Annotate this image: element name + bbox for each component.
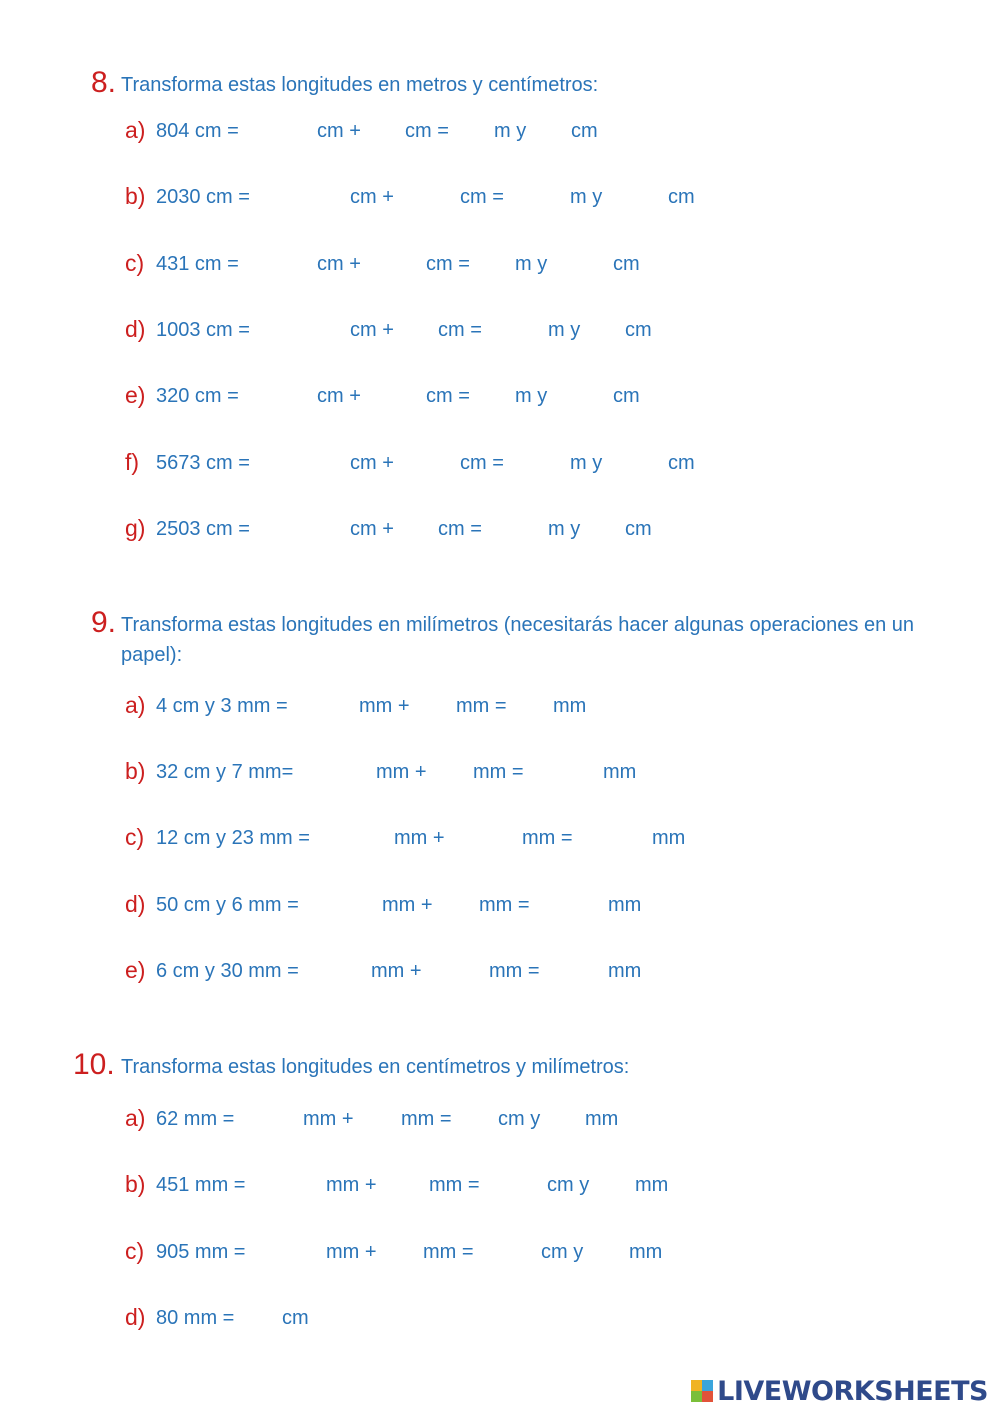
answer-blank[interactable]	[361, 116, 399, 146]
unit-label: cm +	[350, 452, 394, 474]
exercise-item	[0, 248, 1000, 284]
unit-label: cm =	[438, 518, 482, 540]
item-letter: d)	[125, 1304, 146, 1330]
item-prompt: 2503 cm =	[156, 518, 250, 540]
answer-blank[interactable]	[504, 448, 564, 478]
unit-label: cm =	[460, 452, 504, 474]
unit-label: mm =	[456, 695, 507, 717]
unit-label: mm +	[394, 827, 445, 849]
answer-blank[interactable]	[449, 116, 488, 146]
unit-label: mm	[553, 695, 587, 717]
item-letter: c)	[125, 824, 145, 850]
answer-blank[interactable]	[248, 514, 345, 544]
answer-blank[interactable]	[470, 249, 509, 279]
answer-blank[interactable]	[229, 1104, 298, 1134]
answer-blank[interactable]	[504, 182, 564, 212]
unit-label: cm =	[426, 385, 470, 407]
unit-label: mm	[652, 827, 686, 849]
item-prompt: 905 mm =	[156, 1241, 246, 1263]
item-letter: b)	[125, 183, 146, 209]
answer-blank[interactable]	[295, 890, 376, 920]
unit-label: cm =	[405, 120, 449, 142]
unit-label: cm	[571, 120, 598, 142]
answer-blank[interactable]	[238, 116, 311, 146]
exercise-item	[0, 756, 1000, 792]
unit-label: cm +	[317, 385, 361, 407]
unit-label: cm	[625, 319, 652, 341]
unit-label: m y	[515, 385, 548, 407]
exercise-statement: Transforma estas longitudes en metros y centímetros:	[121, 74, 599, 96]
unit-label: cm y	[498, 1108, 541, 1130]
answer-blank[interactable]	[295, 956, 365, 986]
item-letter: a)	[125, 117, 146, 143]
unit-label: cm =	[438, 319, 482, 341]
answer-blank[interactable]	[500, 691, 547, 721]
exercise-item	[0, 690, 1000, 726]
exercise-item	[0, 1103, 1000, 1139]
answer-blank[interactable]	[370, 1170, 423, 1200]
item-prompt: 5673 cm =	[156, 452, 250, 474]
answer-blank[interactable]	[248, 315, 345, 345]
unit-label: mm =	[489, 960, 540, 982]
item-prompt: 50 cm y 6 mm =	[156, 894, 299, 916]
item-letter: g)	[125, 515, 146, 541]
item-prompt: 4 cm y 3 mm =	[156, 695, 288, 717]
unit-label: mm +	[303, 1108, 354, 1130]
answer-blank[interactable]	[286, 691, 354, 721]
item-letter: f)	[125, 449, 140, 475]
unit-label: mm =	[401, 1108, 452, 1130]
exercise-statement: Transforma estas longitudes en milímetros (necesitarás hacer algunas operaciones en un papel):	[121, 614, 915, 666]
item-letter: b)	[125, 758, 146, 784]
unit-label: m y	[548, 319, 581, 341]
exercise-item	[0, 447, 1000, 483]
answer-blank[interactable]	[550, 249, 608, 279]
answer-blank[interactable]	[403, 691, 450, 721]
item-prompt: 80 mm =	[156, 1307, 235, 1329]
unit-label: mm +	[326, 1174, 377, 1196]
answer-blank[interactable]	[229, 1303, 277, 1333]
answer-blank[interactable]	[605, 182, 663, 212]
answer-blank[interactable]	[286, 757, 371, 787]
unit-label: cm y	[541, 1241, 584, 1263]
unit-label: mm +	[382, 894, 433, 916]
unit-label: mm	[635, 1174, 669, 1196]
unit-label: mm =	[429, 1174, 480, 1196]
answer-blank[interactable]	[445, 1104, 492, 1134]
exercise-number: 8.	[91, 66, 117, 99]
answer-blank[interactable]	[415, 956, 483, 986]
answer-blank[interactable]	[238, 249, 311, 279]
answer-blank[interactable]	[394, 315, 432, 345]
exercise-item	[0, 380, 1000, 416]
item-prompt: 12 cm y 23 mm =	[156, 827, 310, 849]
item-letter: e)	[125, 957, 146, 983]
unit-label: mm	[585, 1108, 619, 1130]
item-letter: c)	[125, 1238, 145, 1264]
answer-blank[interactable]	[394, 182, 454, 212]
item-letter: c)	[125, 250, 145, 276]
exercise-item	[0, 822, 1000, 858]
unit-label: mm	[603, 761, 637, 783]
unit-label: mm =	[522, 827, 573, 849]
answer-blank[interactable]	[517, 757, 597, 787]
unit-label: mm +	[376, 761, 427, 783]
unit-label: cm +	[350, 518, 394, 540]
liveworksheets-logo-icon	[691, 1380, 713, 1402]
exercise-item	[0, 955, 1000, 991]
answer-blank[interactable]	[473, 1170, 541, 1200]
answer-blank[interactable]	[426, 890, 473, 920]
unit-label: cm +	[350, 319, 394, 341]
unit-label: m y	[570, 452, 603, 474]
answer-blank[interactable]	[470, 381, 509, 411]
unit-label: m y	[494, 120, 527, 142]
exercise-item	[0, 314, 1000, 350]
unit-label: cm +	[317, 253, 361, 275]
exercise-number: 9.	[91, 606, 117, 639]
unit-label: cm	[613, 385, 640, 407]
item-prompt: 62 mm =	[156, 1108, 235, 1130]
exercise-item	[0, 889, 1000, 925]
answer-blank[interactable]	[238, 381, 311, 411]
answer-blank[interactable]	[529, 116, 566, 146]
unit-label: cm	[668, 186, 695, 208]
exercise-item	[0, 1302, 1000, 1338]
answer-blank[interactable]	[248, 182, 345, 212]
unit-label: mm =	[479, 894, 530, 916]
exercise-item	[0, 181, 1000, 217]
answer-blank[interactable]	[438, 823, 516, 853]
answer-blank[interactable]	[566, 823, 646, 853]
unit-label: cm =	[460, 186, 504, 208]
unit-label: mm +	[371, 960, 422, 982]
answer-blank[interactable]	[420, 757, 467, 787]
unit-label: cm	[668, 452, 695, 474]
item-prompt: 451 mm =	[156, 1174, 246, 1196]
unit-label: mm	[629, 1241, 663, 1263]
item-prompt: 1003 cm =	[156, 319, 250, 341]
unit-label: mm +	[326, 1241, 377, 1263]
unit-label: mm	[608, 894, 642, 916]
answer-blank[interactable]	[238, 1170, 320, 1200]
unit-label: cm +	[317, 120, 361, 142]
answer-blank[interactable]	[248, 448, 345, 478]
answer-blank[interactable]	[482, 514, 542, 544]
item-letter: d)	[125, 316, 146, 342]
liveworksheets-logo	[691, 1376, 988, 1406]
answer-blank[interactable]	[238, 1237, 320, 1267]
unit-label: cm	[613, 253, 640, 275]
answer-blank[interactable]	[467, 1237, 535, 1267]
answer-blank[interactable]	[591, 1170, 629, 1200]
exercise-item	[0, 1236, 1000, 1272]
exercise-item	[0, 513, 1000, 549]
item-letter: e)	[125, 382, 146, 408]
answer-blank[interactable]	[542, 1104, 579, 1134]
unit-label: cm	[625, 518, 652, 540]
exercise-number: 10.	[73, 1048, 115, 1081]
item-prompt: 320 cm =	[156, 385, 239, 407]
answer-blank[interactable]	[361, 381, 420, 411]
answer-blank[interactable]	[583, 315, 620, 345]
exercise-statement: Transforma estas longitudes en centímetros y milímetros:	[121, 1056, 630, 1078]
unit-label: mm =	[473, 761, 524, 783]
item-prompt: 431 cm =	[156, 253, 239, 275]
unit-label: cm	[282, 1307, 309, 1329]
answer-blank[interactable]	[550, 381, 608, 411]
item-letter: a)	[125, 692, 146, 718]
answer-blank[interactable]	[394, 514, 432, 544]
item-letter: a)	[125, 1105, 146, 1131]
item-prompt: 6 cm y 30 mm =	[156, 960, 299, 982]
answer-blank[interactable]	[585, 1237, 623, 1267]
answer-blank[interactable]	[523, 890, 602, 920]
logo-text: LIVEWORKSHEETS	[717, 1375, 988, 1407]
answer-blank[interactable]	[482, 315, 542, 345]
exercise-item	[0, 115, 1000, 151]
item-prompt: 2030 cm =	[156, 186, 250, 208]
unit-label: mm =	[423, 1241, 474, 1263]
answer-blank[interactable]	[533, 956, 602, 986]
unit-label: m y	[548, 518, 581, 540]
answer-blank[interactable]	[394, 448, 454, 478]
unit-label: mm +	[359, 695, 410, 717]
unit-label: m y	[570, 186, 603, 208]
unit-label: mm	[608, 960, 642, 982]
item-prompt: 32 cm y 7 mm=	[156, 761, 294, 783]
item-letter: b)	[125, 1171, 146, 1197]
item-prompt: 804 cm =	[156, 120, 239, 142]
answer-blank[interactable]	[605, 448, 663, 478]
unit-label: m y	[515, 253, 548, 275]
answer-blank[interactable]	[370, 1237, 417, 1267]
answer-blank[interactable]	[305, 823, 389, 853]
unit-label: cm +	[350, 186, 394, 208]
answer-blank[interactable]	[361, 249, 420, 279]
unit-label: cm =	[426, 253, 470, 275]
item-letter: d)	[125, 891, 146, 917]
unit-label: cm y	[547, 1174, 590, 1196]
answer-blank[interactable]	[347, 1104, 395, 1134]
exercise-item	[0, 1169, 1000, 1205]
answer-blank[interactable]	[583, 514, 620, 544]
